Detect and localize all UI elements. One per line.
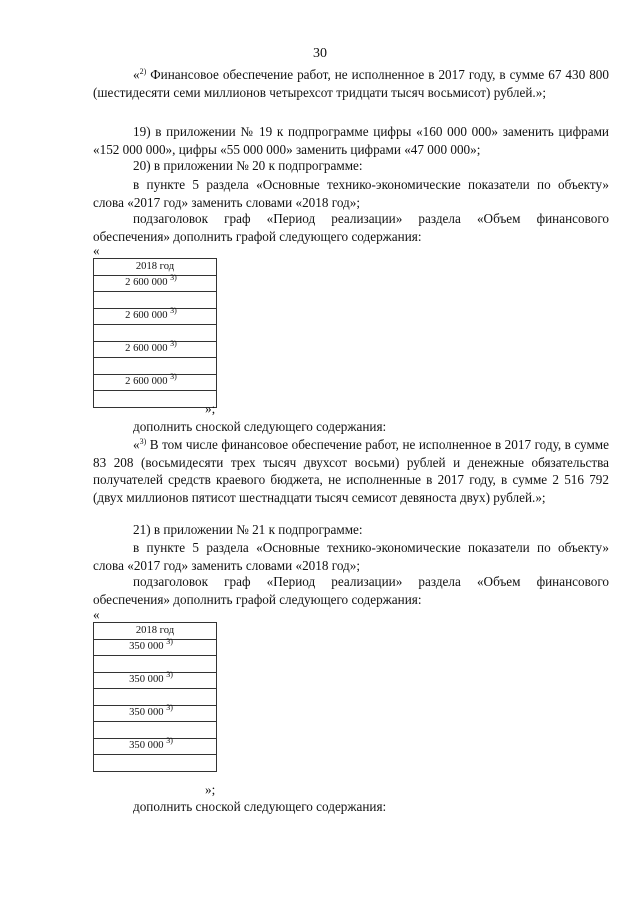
table-cell bbox=[94, 275, 217, 292]
footnote-3-paragraph bbox=[93, 436, 609, 506]
table-1-close-mark: »; bbox=[205, 401, 216, 416]
cell-footnote-marker: 3) bbox=[170, 273, 177, 283]
footnote-marker: 2) bbox=[139, 67, 147, 76]
table-header-row bbox=[94, 623, 217, 640]
table-header-cell: 2018 год bbox=[94, 623, 217, 640]
cell-value: 2 600 000 bbox=[125, 277, 168, 289]
table-cell bbox=[94, 292, 217, 309]
table-row bbox=[94, 722, 217, 739]
table-cell bbox=[94, 358, 217, 375]
item-20-paragraph-a: в пункте 5 раздела «Основные технико-экономические показатели по объекту» слова «2017 год» заменить словами «2018 год»; bbox=[93, 177, 609, 210]
table-cell bbox=[94, 689, 217, 706]
footnote-marker: 3) bbox=[139, 437, 147, 446]
table-cell bbox=[94, 391, 217, 408]
cell-value: 2 600 000 bbox=[125, 310, 168, 322]
table-row bbox=[94, 672, 217, 689]
funding-table-2 bbox=[93, 622, 217, 772]
table-cell bbox=[94, 325, 217, 342]
cell-value: 350 000 bbox=[129, 740, 164, 752]
funding-table-1 bbox=[93, 258, 217, 408]
cell-footnote-marker: 3) bbox=[166, 637, 173, 647]
cell-footnote-marker: 3) bbox=[166, 736, 173, 746]
table-row bbox=[94, 738, 217, 755]
funding-table-2-body bbox=[94, 623, 217, 772]
table-cell bbox=[94, 722, 217, 739]
footnote-2-paragraph bbox=[93, 66, 609, 101]
table-row bbox=[94, 656, 217, 673]
table-2-close-mark: »; bbox=[205, 782, 216, 797]
table-row bbox=[94, 308, 217, 325]
item-21-paragraph-a: в пункте 5 раздела «Основные технико-экономические показатели по объекту» слова «2017 год» заменить словами «2018 год»; bbox=[93, 540, 609, 573]
table-row bbox=[94, 358, 217, 375]
funding-table-1-body bbox=[94, 259, 217, 408]
table-cell bbox=[94, 374, 217, 391]
footnote-2-text: Финансовое обеспечение работ, не исполненное в 2017 году, в сумме 67 430 800 (шестидесяти семи миллионов четырехсот тридцати тысяч восьмисот) рублей.»; bbox=[93, 67, 609, 100]
table-cell bbox=[94, 639, 217, 656]
table-row bbox=[94, 705, 217, 722]
table-row bbox=[94, 292, 217, 309]
table-row bbox=[94, 755, 217, 772]
add-footnote-instruction-2: дополнить сноской следующего содержания: bbox=[133, 799, 387, 814]
table-row bbox=[94, 639, 217, 656]
table-1-open-mark: « bbox=[93, 243, 100, 258]
item-19: 19) в приложении № 19 к подпрограмме цифры «160 000 000» заменить цифрами «152 000 000», цифры «55 000 000» заменить цифрами «47 000 000»; bbox=[93, 124, 609, 157]
table-2-open-mark: « bbox=[93, 607, 100, 622]
item-20-heading: 20) в приложении № 20 к подпрограмме: bbox=[133, 158, 363, 173]
cell-footnote-marker: 3) bbox=[166, 703, 173, 713]
cell-value: 350 000 bbox=[129, 674, 164, 686]
table-row bbox=[94, 391, 217, 408]
cell-footnote-marker: 3) bbox=[170, 339, 177, 349]
open-quote: « bbox=[133, 67, 140, 82]
open-quote: « bbox=[133, 437, 140, 452]
table-row bbox=[94, 275, 217, 292]
cell-footnote-marker: 3) bbox=[170, 372, 177, 382]
table-cell bbox=[94, 656, 217, 673]
cell-footnote-marker: 3) bbox=[170, 306, 177, 316]
item-21-heading: 21) в приложении № 21 к подпрограмме: bbox=[133, 522, 363, 537]
table-row bbox=[94, 374, 217, 391]
table-cell bbox=[94, 308, 217, 325]
table-cell bbox=[94, 738, 217, 755]
cell-footnote-marker: 3) bbox=[166, 670, 173, 680]
cell-value: 2 600 000 bbox=[125, 343, 168, 355]
table-row bbox=[94, 325, 217, 342]
add-footnote-instruction-1: дополнить сноской следующего содержания: bbox=[133, 419, 387, 434]
table-cell bbox=[94, 755, 217, 772]
cell-value: 2 600 000 bbox=[125, 376, 168, 388]
cell-value: 350 000 bbox=[129, 707, 164, 719]
table-row bbox=[94, 341, 217, 358]
cell-value: 350 000 bbox=[129, 641, 164, 653]
item-20-paragraph-b: подзаголовок граф «Период реализации» раздела «Объем финансового обеспечения» дополнить графой следующего содержания: bbox=[93, 211, 609, 244]
footnote-3-text: В том числе финансовое обеспечение работ, не исполненное в 2017 году, в сумме 83 208 (восьмидесяти трех тысяч двухсот восьми) рублей и денежные обязательства получателей средств краевого бюджета, не исполненные в 2017 году, в сумме 2 516 792 (двух миллионов пятисот шестнадцати тысяч семисот девяноста двух) рублей.»; bbox=[93, 437, 610, 505]
table-cell bbox=[94, 672, 217, 689]
table-cell bbox=[94, 705, 217, 722]
page-number: 30 bbox=[313, 46, 327, 61]
item-21-paragraph-b: подзаголовок граф «Период реализации» раздела «Объем финансового обеспечения» дополнить графой следующего содержания: bbox=[93, 574, 609, 607]
table-cell bbox=[94, 341, 217, 358]
table-header-cell: 2018 год bbox=[94, 259, 217, 276]
table-header-row bbox=[94, 259, 217, 276]
table-row bbox=[94, 689, 217, 706]
